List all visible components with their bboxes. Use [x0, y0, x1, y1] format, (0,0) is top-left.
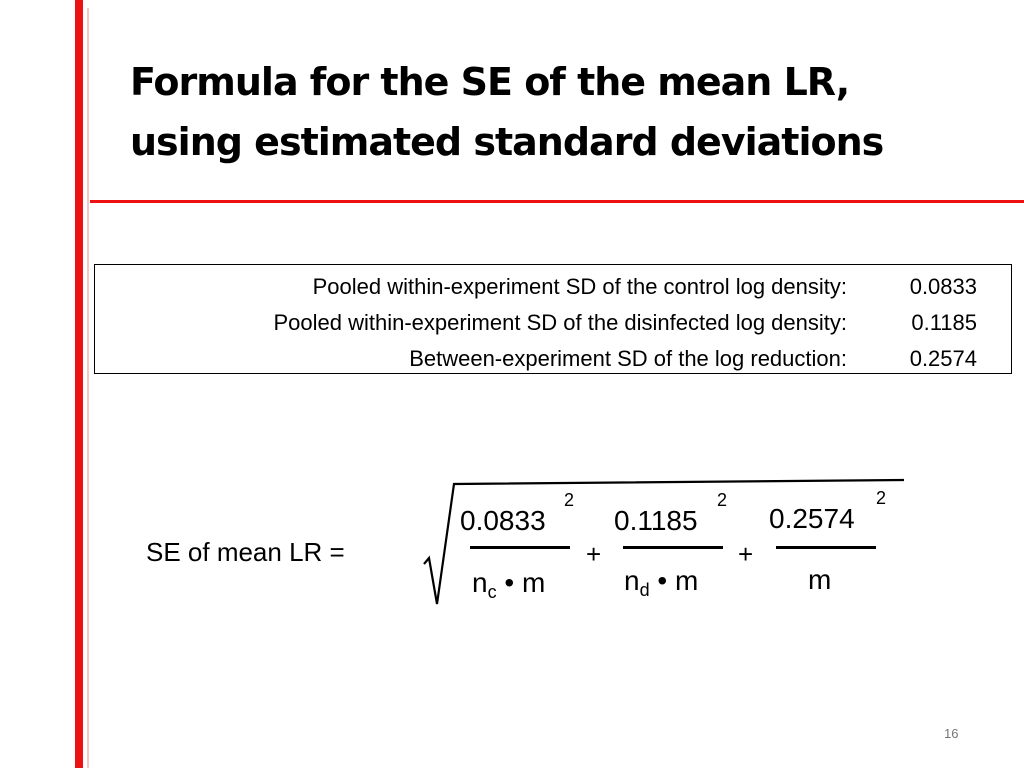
term1-den-rest: • m [496, 567, 546, 598]
slide-title-line-2: using estimated standard deviations [130, 120, 884, 164]
term3-fraction-bar [776, 546, 876, 549]
sd-row-label: Between-experiment SD of the log reduction: [409, 346, 847, 371]
page-number: 16 [944, 726, 959, 741]
term1-fraction-bar [470, 546, 570, 549]
term1-numerator: 0.0833 [460, 505, 546, 536]
sd-row-value: 0.0833 [909, 274, 977, 299]
term1-denominator [472, 566, 545, 600]
sd-row-value: 0.2574 [909, 346, 977, 371]
term2-exponent: 2 [717, 490, 728, 510]
sd-row-value: 0.1185 [911, 310, 977, 335]
term2-den-sub: d [639, 580, 650, 600]
term2-numerator: 0.1185 [614, 505, 698, 536]
sd-row-between [95, 341, 1011, 377]
term2-fraction-bar [623, 546, 723, 549]
term3-exponent: 2 [876, 488, 887, 508]
sd-row-label: Pooled within-experiment SD of the disinfected log density: [273, 310, 847, 335]
term3-den-main: m [808, 564, 832, 595]
title-divider [90, 200, 1024, 203]
term3-numerator: 0.2574 [769, 503, 855, 534]
term2-den-main: n [624, 565, 640, 596]
slide-title-line-1: Formula for the SE of the mean LR, [130, 60, 850, 104]
term2-denominator [624, 564, 698, 598]
left-accent-bar [75, 0, 83, 768]
slide-title [130, 52, 990, 172]
term1-den-sub: c [487, 582, 497, 602]
plus-sign-2: + [738, 539, 754, 569]
term3-denominator [808, 563, 831, 597]
sd-table [94, 264, 1012, 374]
term2-den-rest: • m [649, 565, 699, 596]
sd-row-disinfected [95, 305, 1011, 341]
plus-sign-1: + [586, 539, 602, 569]
term1-exponent: 2 [564, 490, 575, 510]
formula-lhs: SE of mean LR = [146, 537, 345, 567]
sd-row-label: Pooled within-experiment SD of the control log density: [312, 274, 847, 299]
term1-den-main: n [472, 567, 488, 598]
left-accent-thin-line [87, 8, 89, 768]
sd-row-control [95, 269, 1011, 305]
